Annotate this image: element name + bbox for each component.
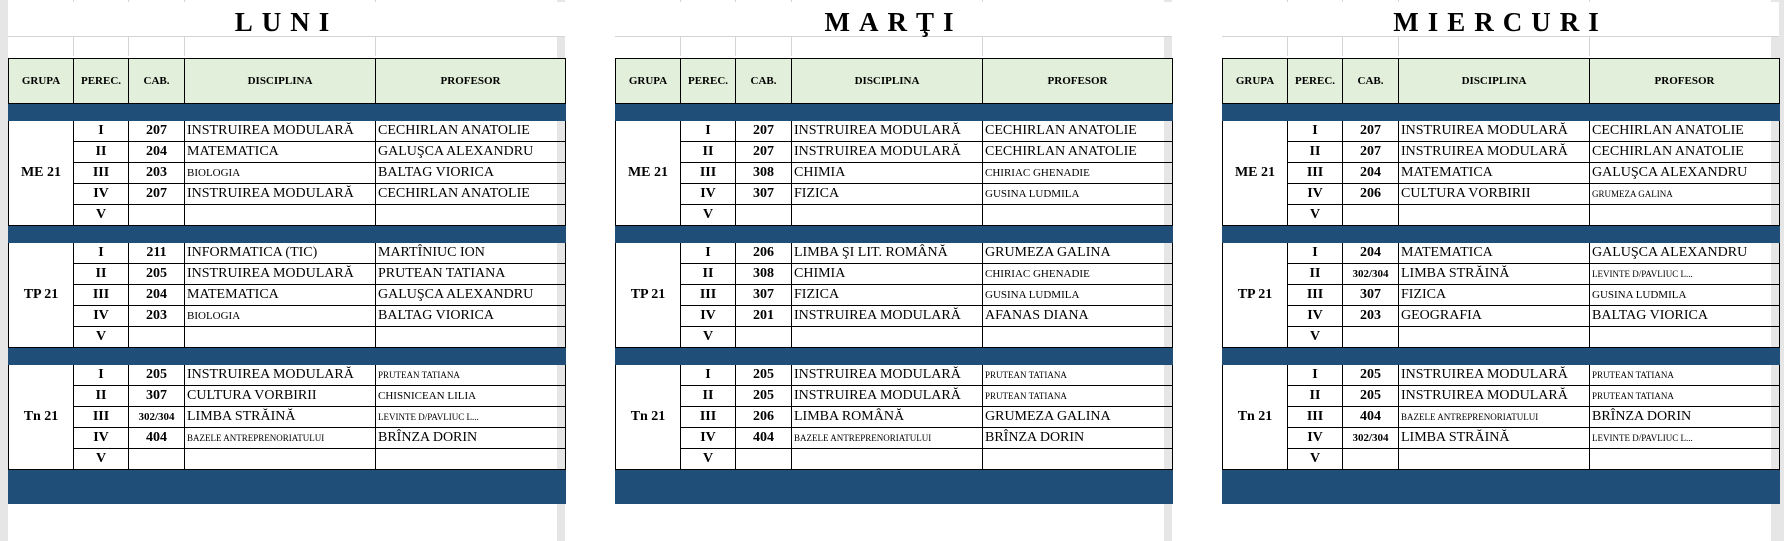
period-cell: V	[681, 327, 736, 348]
subject-cell: LIMBA STRĂINĂ	[1399, 428, 1590, 449]
header-row	[1223, 59, 1780, 104]
room-cell: 205	[736, 365, 792, 386]
period-cell: IV	[681, 428, 736, 449]
period-cell: V	[74, 327, 129, 348]
band-cell	[1223, 104, 1780, 121]
subject-cell: BIOLOGIA	[185, 306, 376, 327]
teacher-cell: LEVINTE D/PAVLIUC L...	[1590, 264, 1780, 285]
subject-cell: CHIMIA	[792, 163, 983, 184]
period-cell: III	[1288, 163, 1343, 184]
separator-band	[616, 104, 1173, 121]
subject-cell	[792, 205, 983, 226]
separator-band	[1223, 226, 1780, 243]
period-cell: II	[74, 264, 129, 285]
subject-cell: MATEMATICA	[1399, 163, 1590, 184]
room-cell: 302/304	[129, 407, 185, 428]
room-cell: 201	[736, 306, 792, 327]
period-cell: V	[1288, 449, 1343, 470]
panel-separator	[0, 0, 8, 541]
teacher-cell: PRUTEAN TATIANA	[376, 365, 566, 386]
period-cell: II	[1288, 142, 1343, 163]
lesson-row	[9, 327, 566, 348]
teacher-cell: GRUMEZA GALINA	[983, 407, 1173, 428]
room-cell: 205	[736, 386, 792, 407]
subject-cell: INSTRUIREA MODULARĂ	[792, 365, 983, 386]
band-cell	[616, 104, 1173, 121]
period-cell: III	[74, 407, 129, 428]
separator-band	[9, 348, 566, 365]
column-header-teacher: PROFESOR	[983, 59, 1173, 104]
period-cell: I	[681, 121, 736, 142]
teacher-cell: LEVINTE D/PAVLIUC L...	[376, 407, 566, 428]
group-name: ME 21	[1223, 121, 1288, 226]
subject-cell	[185, 327, 376, 348]
period-cell: IV	[681, 184, 736, 205]
subject-cell: INSTRUIREA MODULARĂ	[1399, 121, 1590, 142]
column-header-group: GRUPA	[9, 59, 74, 104]
period-cell: I	[681, 243, 736, 264]
lesson-row	[9, 365, 566, 386]
teacher-cell: CECHIRLAN ANATOLIE	[1590, 121, 1780, 142]
teacher-cell: CHIRIAC GHENADIE	[983, 163, 1173, 184]
lesson-row	[9, 306, 566, 327]
subject-cell	[1399, 327, 1590, 348]
room-cell: 204	[1343, 163, 1399, 184]
lesson-row	[9, 163, 566, 184]
separator-band	[616, 470, 1173, 487]
lesson-row	[1223, 407, 1780, 428]
band-cell	[616, 470, 1173, 487]
room-cell: 308	[736, 264, 792, 285]
group-name: TP 21	[1223, 243, 1288, 348]
subject-cell: BAZELE ANTREPRENORIATULUI	[792, 428, 983, 449]
teacher-cell: GRUMEZA GALINA	[1590, 184, 1780, 205]
subject-cell: INSTRUIREA MODULARĂ	[792, 306, 983, 327]
subject-cell: INSTRUIREA MODULARĂ	[1399, 142, 1590, 163]
room-cell: 204	[129, 285, 185, 306]
teacher-cell	[1590, 205, 1780, 226]
room-cell	[736, 327, 792, 348]
teacher-cell: GUSINA LUDMILA	[1590, 285, 1780, 306]
column-header-period: PEREC.	[1288, 59, 1343, 104]
lesson-row	[9, 386, 566, 407]
group-name: TP 21	[9, 243, 74, 348]
period-cell: III	[681, 285, 736, 306]
subject-cell: CULTURA VORBIRII	[1399, 184, 1590, 205]
lesson-row	[1223, 205, 1780, 226]
subject-cell: INSTRUIREA MODULARĂ	[185, 264, 376, 285]
room-cell: 206	[736, 243, 792, 264]
lesson-row	[616, 243, 1173, 264]
lesson-row	[616, 121, 1173, 142]
teacher-cell: CECHIRLAN ANATOLIE	[1590, 142, 1780, 163]
lesson-row	[9, 449, 566, 470]
column-header-teacher: PROFESOR	[1590, 59, 1780, 104]
day-title: MARŢI	[615, 2, 1172, 36]
subject-cell: INSTRUIREA MODULARĂ	[792, 142, 983, 163]
band-cell	[616, 226, 1173, 243]
period-cell: IV	[681, 306, 736, 327]
subject-cell: FIZICA	[792, 285, 983, 306]
band-cell	[9, 226, 566, 243]
teacher-cell	[376, 449, 566, 470]
room-cell	[736, 449, 792, 470]
period-cell: II	[681, 142, 736, 163]
column-header-room: CAB.	[736, 59, 792, 104]
subject-cell: INSTRUIREA MODULARĂ	[1399, 365, 1590, 386]
lesson-row	[1223, 365, 1780, 386]
teacher-cell: BALTAG VIORICA	[1590, 306, 1780, 327]
period-cell: II	[74, 386, 129, 407]
teacher-cell: CECHIRLAN ANATOLIE	[376, 121, 566, 142]
column-header-period: PEREC.	[681, 59, 736, 104]
period-cell: III	[1288, 285, 1343, 306]
band-cell	[1223, 348, 1780, 365]
subject-cell: LIMBA ŞI LIT. ROMÂNĂ	[792, 243, 983, 264]
teacher-cell: PRUTEAN TATIANA	[983, 365, 1173, 386]
room-cell	[1343, 327, 1399, 348]
room-cell: 205	[1343, 386, 1399, 407]
lesson-row	[1223, 327, 1780, 348]
period-cell: I	[1288, 365, 1343, 386]
subject-cell: MATEMATICA	[185, 285, 376, 306]
period-cell: IV	[1288, 428, 1343, 449]
lesson-row	[9, 264, 566, 285]
teacher-cell	[1590, 449, 1780, 470]
subject-cell	[792, 327, 983, 348]
band-cell	[9, 470, 566, 487]
separator-band	[9, 470, 566, 487]
subject-cell: FIZICA	[1399, 285, 1590, 306]
separator-band	[1223, 104, 1780, 121]
period-cell: III	[74, 285, 129, 306]
group-name: ME 21	[9, 121, 74, 226]
group-name: Tn 21	[1223, 365, 1288, 470]
column-header-subject: DISCIPLINA	[792, 59, 983, 104]
subject-cell: INSTRUIREA MODULARĂ	[1399, 386, 1590, 407]
period-cell: II	[74, 142, 129, 163]
teacher-cell: MARTÎNIUC ION	[376, 243, 566, 264]
teacher-cell: CHISNICEAN LILIA	[376, 386, 566, 407]
lesson-row	[9, 121, 566, 142]
subject-cell: INSTRUIREA MODULARĂ	[185, 184, 376, 205]
teacher-cell: GALUŞCA ALEXANDRU	[376, 142, 566, 163]
room-cell: 404	[736, 428, 792, 449]
band-cell	[1223, 487, 1780, 504]
period-cell: IV	[1288, 306, 1343, 327]
period-cell: I	[681, 365, 736, 386]
period-cell: III	[1288, 407, 1343, 428]
teacher-cell: PRUTEAN TATIANA	[376, 264, 566, 285]
period-cell: V	[74, 205, 129, 226]
subject-cell: LIMBA STRĂINĂ	[1399, 264, 1590, 285]
separator-band	[9, 104, 566, 121]
lesson-row	[616, 142, 1173, 163]
lesson-row	[9, 142, 566, 163]
teacher-cell	[983, 327, 1173, 348]
group-name: Tn 21	[616, 365, 681, 470]
lesson-row	[9, 285, 566, 306]
subject-cell: BAZELE ANTREPRENORIATULUI	[185, 428, 376, 449]
subject-cell: MATEMATICA	[1399, 243, 1590, 264]
period-cell: IV	[74, 184, 129, 205]
subject-cell: CHIMIA	[792, 264, 983, 285]
room-cell: 205	[129, 264, 185, 285]
room-cell	[129, 449, 185, 470]
teacher-cell	[983, 205, 1173, 226]
header-row	[616, 59, 1173, 104]
column-header-subject: DISCIPLINA	[185, 59, 376, 104]
teacher-cell: PRUTEAN TATIANA	[1590, 365, 1780, 386]
subject-cell	[1399, 449, 1590, 470]
band-cell	[9, 104, 566, 121]
lesson-row	[1223, 264, 1780, 285]
lesson-row	[616, 449, 1173, 470]
separator-band	[616, 348, 1173, 365]
room-cell: 203	[129, 306, 185, 327]
separator-band	[9, 487, 566, 504]
teacher-cell: GUSINA LUDMILA	[983, 285, 1173, 306]
separator-band	[1223, 348, 1780, 365]
subject-cell	[792, 449, 983, 470]
period-cell: I	[74, 243, 129, 264]
lesson-row	[616, 285, 1173, 306]
teacher-cell: GRUMEZA GALINA	[983, 243, 1173, 264]
room-cell: 203	[1343, 306, 1399, 327]
group-name: Tn 21	[9, 365, 74, 470]
lesson-row	[616, 428, 1173, 449]
subject-cell	[185, 449, 376, 470]
teacher-cell: LEVINTE D/PAVLIUC L...	[1590, 428, 1780, 449]
room-cell	[129, 205, 185, 226]
room-cell: 207	[736, 121, 792, 142]
teacher-cell: BRÎNZA DORIN	[376, 428, 566, 449]
teacher-cell: GALUŞCA ALEXANDRU	[1590, 243, 1780, 264]
teacher-cell: BALTAG VIORICA	[376, 163, 566, 184]
subject-cell: MATEMATICA	[185, 142, 376, 163]
subject-cell: CULTURA VORBIRII	[185, 386, 376, 407]
period-cell: IV	[74, 428, 129, 449]
period-cell: IV	[1288, 184, 1343, 205]
column-header-teacher: PROFESOR	[376, 59, 566, 104]
lesson-row	[9, 205, 566, 226]
room-cell	[129, 327, 185, 348]
lesson-row	[1223, 386, 1780, 407]
subject-cell: INSTRUIREA MODULARĂ	[185, 121, 376, 142]
teacher-cell	[983, 449, 1173, 470]
teacher-cell: BALTAG VIORICA	[376, 306, 566, 327]
room-cell: 404	[129, 428, 185, 449]
room-cell: 307	[1343, 285, 1399, 306]
day-title: MIERCURI	[1222, 2, 1779, 36]
lesson-row	[616, 407, 1173, 428]
subject-cell: INSTRUIREA MODULARĂ	[792, 386, 983, 407]
lesson-row	[616, 386, 1173, 407]
room-cell: 404	[1343, 407, 1399, 428]
lesson-row	[1223, 243, 1780, 264]
period-cell: III	[74, 163, 129, 184]
subject-cell: BIOLOGIA	[185, 163, 376, 184]
teacher-cell: AFANAS DIANA	[983, 306, 1173, 327]
room-cell: 207	[736, 142, 792, 163]
subject-cell: BAZELE ANTREPRENORIATULUI	[1399, 407, 1590, 428]
room-cell: 307	[736, 184, 792, 205]
period-cell: V	[681, 449, 736, 470]
subject-cell: GEOGRAFIA	[1399, 306, 1590, 327]
band-cell	[616, 348, 1173, 365]
period-cell: I	[1288, 243, 1343, 264]
teacher-cell: GALUŞCA ALEXANDRU	[376, 285, 566, 306]
separator-band	[616, 226, 1173, 243]
period-cell: V	[681, 205, 736, 226]
subject-cell	[185, 205, 376, 226]
lesson-row	[616, 264, 1173, 285]
lesson-row	[1223, 121, 1780, 142]
room-cell: 207	[129, 184, 185, 205]
teacher-cell: PRUTEAN TATIANA	[1590, 386, 1780, 407]
column-header-group: GRUPA	[1223, 59, 1288, 104]
room-cell	[1343, 449, 1399, 470]
teacher-cell: CECHIRLAN ANATOLIE	[983, 142, 1173, 163]
teacher-cell: CECHIRLAN ANATOLIE	[983, 121, 1173, 142]
group-name: TP 21	[616, 243, 681, 348]
subject-cell	[1399, 205, 1590, 226]
lesson-row	[1223, 306, 1780, 327]
teacher-cell: GALUŞCA ALEXANDRU	[1590, 163, 1780, 184]
separator-band	[9, 226, 566, 243]
period-cell: III	[681, 163, 736, 184]
lesson-row	[1223, 163, 1780, 184]
lesson-row	[616, 306, 1173, 327]
schedule-table	[8, 58, 566, 504]
room-cell: 302/304	[1343, 428, 1399, 449]
column-header-subject: DISCIPLINA	[1399, 59, 1590, 104]
teacher-cell	[376, 327, 566, 348]
teacher-cell	[376, 205, 566, 226]
band-cell	[1223, 226, 1780, 243]
teacher-cell: CECHIRLAN ANATOLIE	[376, 184, 566, 205]
separator-band	[1223, 470, 1780, 487]
schedule-table	[1222, 58, 1780, 504]
schedule-table	[615, 58, 1173, 504]
lesson-row	[9, 407, 566, 428]
group-name: ME 21	[616, 121, 681, 226]
room-cell: 205	[1343, 365, 1399, 386]
lesson-row	[616, 184, 1173, 205]
teacher-cell: BRÎNZA DORIN	[983, 428, 1173, 449]
teacher-cell: PRUTEAN TATIANA	[983, 386, 1173, 407]
band-cell	[1223, 470, 1780, 487]
subject-cell: FIZICA	[792, 184, 983, 205]
subject-cell: LIMBA STRĂINĂ	[185, 407, 376, 428]
day-title: LUNI	[8, 2, 565, 36]
column-header-room: CAB.	[1343, 59, 1399, 104]
separator-band	[616, 487, 1173, 504]
period-cell: III	[681, 407, 736, 428]
room-cell: 207	[1343, 121, 1399, 142]
lesson-row	[1223, 184, 1780, 205]
lesson-row	[1223, 449, 1780, 470]
separator-band	[1223, 487, 1780, 504]
column-header-period: PEREC.	[74, 59, 129, 104]
subject-cell: LIMBA ROMÂNĂ	[792, 407, 983, 428]
column-header-group: GRUPA	[616, 59, 681, 104]
room-cell: 307	[736, 285, 792, 306]
room-cell	[1343, 205, 1399, 226]
lesson-row	[616, 327, 1173, 348]
teacher-cell	[1590, 327, 1780, 348]
room-cell: 308	[736, 163, 792, 184]
lesson-row	[9, 243, 566, 264]
period-cell: IV	[74, 306, 129, 327]
room-cell: 206	[1343, 184, 1399, 205]
room-cell: 204	[129, 142, 185, 163]
period-cell: II	[1288, 264, 1343, 285]
period-cell: II	[1288, 386, 1343, 407]
teacher-cell: CHIRIAC GHENADIE	[983, 264, 1173, 285]
period-cell: V	[1288, 327, 1343, 348]
subject-cell: INSTRUIREA MODULARĂ	[185, 365, 376, 386]
band-cell	[616, 487, 1173, 504]
room-cell: 207	[129, 121, 185, 142]
band-cell	[9, 487, 566, 504]
lesson-row	[9, 428, 566, 449]
room-cell: 204	[1343, 243, 1399, 264]
teacher-cell: BRÎNZA DORIN	[1590, 407, 1780, 428]
period-cell: II	[681, 386, 736, 407]
band-cell	[9, 348, 566, 365]
room-cell: 205	[129, 365, 185, 386]
lesson-row	[1223, 428, 1780, 449]
lesson-row	[1223, 142, 1780, 163]
lesson-row	[616, 205, 1173, 226]
lesson-row	[616, 163, 1173, 184]
room-cell: 307	[129, 386, 185, 407]
period-cell: II	[681, 264, 736, 285]
teacher-cell: GUSINA LUDMILA	[983, 184, 1173, 205]
lesson-row	[9, 184, 566, 205]
room-cell: 302/304	[1343, 264, 1399, 285]
lesson-row	[616, 365, 1173, 386]
room-cell	[736, 205, 792, 226]
subject-cell: INFORMATICA (TIC)	[185, 243, 376, 264]
subject-cell: INSTRUIREA MODULARĂ	[792, 121, 983, 142]
room-cell: 207	[1343, 142, 1399, 163]
room-cell: 203	[129, 163, 185, 184]
room-cell: 211	[129, 243, 185, 264]
period-cell: V	[1288, 205, 1343, 226]
column-header-room: CAB.	[129, 59, 185, 104]
room-cell: 206	[736, 407, 792, 428]
period-cell: V	[74, 449, 129, 470]
period-cell: I	[74, 121, 129, 142]
period-cell: I	[74, 365, 129, 386]
lesson-row	[1223, 285, 1780, 306]
period-cell: I	[1288, 121, 1343, 142]
header-row	[9, 59, 566, 104]
